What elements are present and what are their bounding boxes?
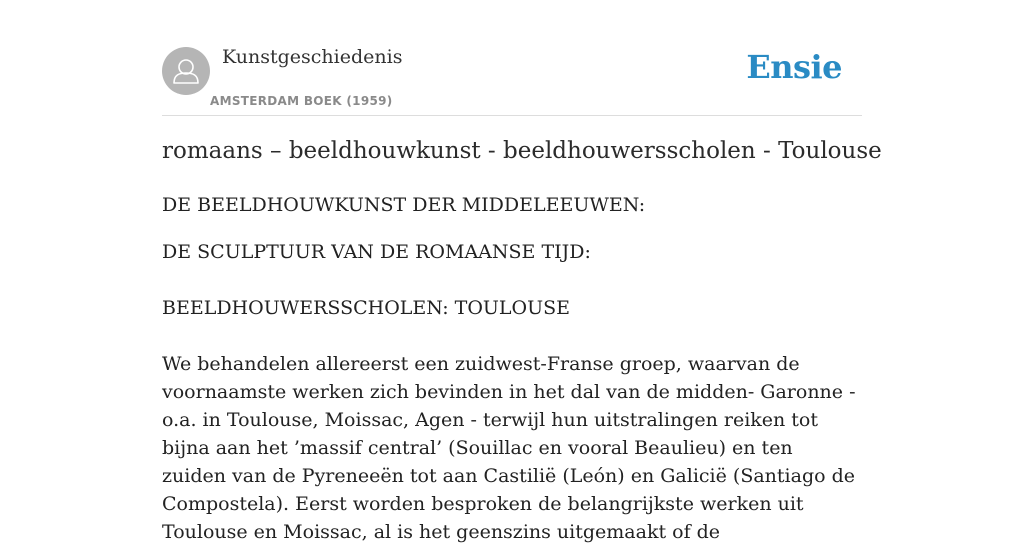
section-heading-1: DE BEELDHOUWKUNST DER MIDDELEEUWEN: [162, 194, 646, 216]
avatar[interactable] [162, 47, 210, 95]
article-paragraph: We behandelen allereerst een zuidwest-Franse groep, waarvan de voornaamste werken zich bevinden in het dal van de midden- Garonne - o.a. in Toulouse, Moissac, Agen - terwijl hun uitstralingen reiken tot bijna aan het ’massif central’ (Souillac en vooral Beaulieu) en ten zuiden van de Pyreneeën tot aan Castilië (León) en Galicië (Santiago de Compostela). Eerst worden besproken de belangrijkste werken uit Toulouse en Moissac, al is het geenszins uitgemaakt of de [162, 353, 856, 543]
source-label[interactable]: AMSTERDAM BOEK (1959) [210, 94, 393, 108]
article-header [162, 0, 862, 116]
section-heading-3: BEELDHOUWERSSCHOLEN: TOULOUSE [162, 297, 571, 319]
page-title: romaans – beeldhouwkunst - beeldhouwersscholen - Toulouse [162, 138, 882, 164]
category-link[interactable]: Kunstgeschiedenis [222, 46, 403, 68]
article-page [162, 0, 882, 543]
site-logo[interactable]: Ensie [746, 48, 842, 86]
user-icon [162, 47, 210, 95]
section-heading-2: DE SCULPTUUR VAN DE ROMAANSE TIJD: [162, 241, 591, 263]
